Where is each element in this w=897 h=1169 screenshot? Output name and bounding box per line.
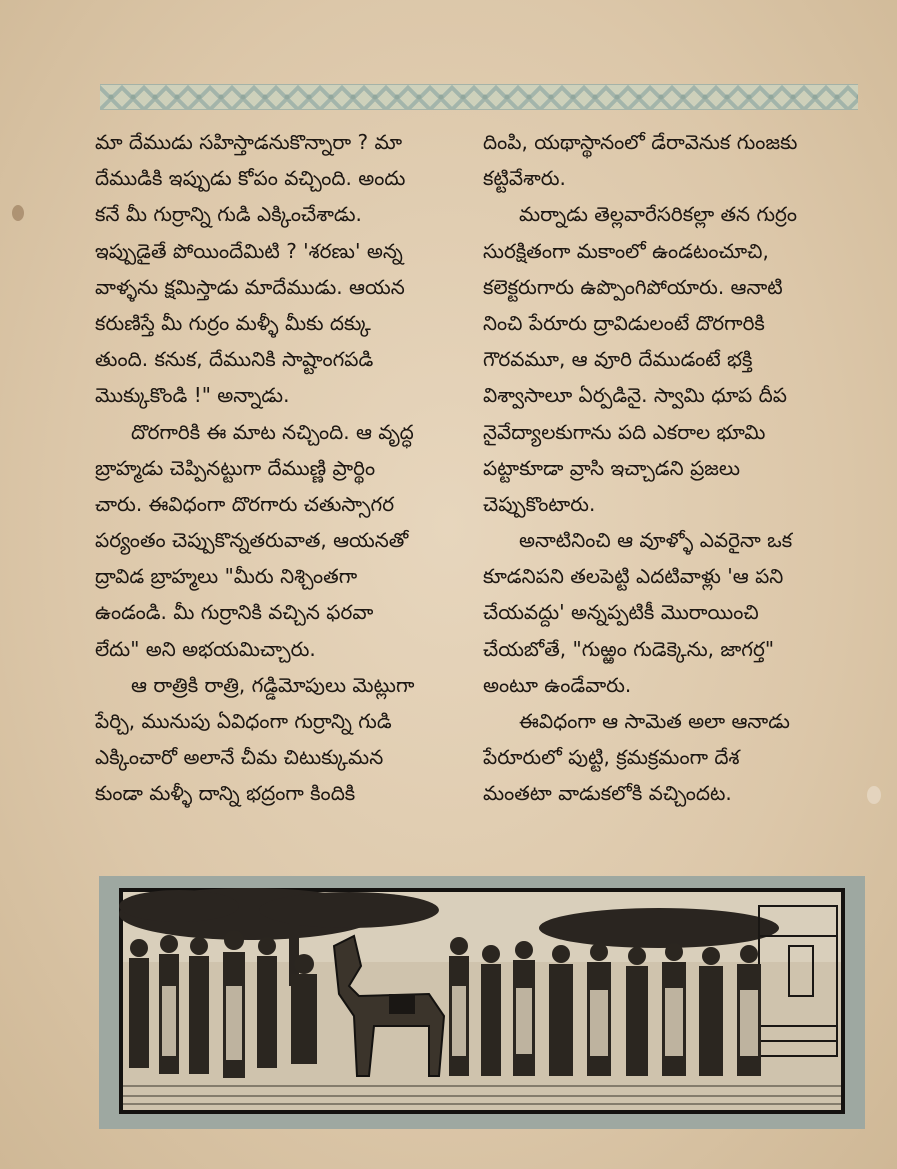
text-line: బ్రాహ్మడు చెప్పినట్టుగా దేముణ్ణి ప్రార్థిం — [95, 455, 376, 480]
text-line: మంతటా వాడుకలోకి వచ్చిందట. — [483, 781, 732, 806]
text-line: చేయబోతే, "గుఱ్ఱం గుడెక్కెను, జాగర్త" — [483, 636, 775, 661]
text-line: తుంది. కనుక, దేమునికి సాష్టాంగపడి — [95, 347, 374, 372]
text-line: కరుణిస్తే మీ గుర్రం మళ్ళీ మీకు దక్కు — [95, 310, 371, 335]
text-line: నైవేద్యాలకుగాను పది ఎకరాల భూమి — [483, 419, 766, 444]
text-line: పేరూరులో పుట్టి, క్రమక్రమంగా దేశ — [483, 745, 740, 770]
text-line: కూడనిపని తలపెట్టి ఎదటివాళ్లు 'ఆ పని — [483, 564, 784, 589]
paper-tear — [867, 786, 881, 804]
text-line: గౌరవమూ, ఆ వూరి దేముడంటే భక్తి — [483, 347, 753, 372]
text-line: పట్టాకూడా వ్రాసి ఇచ్చాడని ప్రజలు — [483, 455, 741, 480]
text-line: కట్టివేశారు. — [483, 166, 566, 191]
text-line: చేయవద్దు' అన్నప్పటికీ మొరాయించి — [483, 600, 759, 625]
text-line: అంటూ ఉండేవారు. — [483, 672, 632, 697]
text-line: దేముడికి ఇప్పుడు కోపం వచ్చింది. అందు — [95, 166, 406, 191]
text-line: అనాటినించి ఆ వూళ్ళో ఎవరైనా ఒక — [519, 528, 793, 553]
text-line: ఆ రాత్రికి రాత్రి, గడ్డిమోపులు మెట్లుగా — [131, 672, 415, 697]
text-line: కుండా మళ్ళీ దాన్ని భద్రంగా కిందికి — [95, 781, 356, 806]
text-line: విశ్వాసాలూ ఏర్పడినై. స్వామి ధూప దీప — [483, 383, 787, 408]
text-line: ఎక్కించారో అలానే చీమ చిటుక్కుమన — [95, 745, 384, 770]
text-line: పేర్చి, మునుపు ఏవిధంగా గుర్రాన్ని గుడి — [95, 709, 392, 733]
text-line: లేదు" అని అభయమిచ్చారు. — [95, 636, 316, 661]
right-text-column — [483, 124, 861, 812]
text-line: కనే మీ గుర్రాన్ని గుడి ఎక్కించేశాడు. — [95, 202, 362, 227]
text-line: ఈవిధంగా ఆ సామెత అలా ఆనాడు — [519, 709, 790, 733]
text-line: ఇప్పుడైతే పోయిందేమిటి ? 'శరణు' అన్న — [95, 238, 403, 263]
text-line: కలెక్టరుగారు ఉప్పొంగిపోయారు. ఆనాటి — [483, 274, 783, 299]
text-line: ద్రావిడ బ్రాహ్మలు "మీరు నిశ్చింతగా — [95, 564, 358, 589]
text-line: దింపి, యథాస్థానంలో డేరావెనుక గుంజకు — [483, 130, 798, 154]
text-line: పర్యంతం చెప్పుకొన్నతరువాత, ఆయనతో — [95, 528, 409, 553]
text-line: మొక్కుకొండి !" అన్నాడు. — [95, 383, 290, 408]
text-line: సురక్షితంగా మకాంలో ఉండటంచూచి, — [483, 238, 769, 263]
text-line: నించి పేరూరు ద్రావిడులంటే దొరగారికి — [483, 310, 765, 335]
ink-smudge — [12, 205, 24, 221]
text-line: ఉండండి. మీ గుర్రానికి వచ్చిన ఫరవా — [95, 600, 374, 625]
woodcut-illustration-icon — [99, 876, 865, 1129]
text-line: మా దేముడు సహిస్తాడనుకొన్నారా ? మా — [95, 130, 403, 154]
text-line: చెప్పుకొంటారు. — [483, 491, 596, 516]
text-line: చారు. ఈవిధంగా దొరగారు చతుస్సాగర — [95, 491, 395, 516]
text-line: మర్నాడు తెల్లవారేసరికల్లా తన గుర్రం — [519, 202, 798, 227]
left-text-column — [95, 124, 467, 812]
text-line: దొరగారికి ఈ మాట నచ్చింది. ఆ వృద్ధ — [131, 419, 414, 444]
text-line: వాళ్ళను క్షమిస్తాడు మాదేముడు. ఆయన — [95, 274, 405, 299]
ornamental-header-border — [100, 84, 858, 110]
woodcut-illustration — [99, 876, 865, 1129]
